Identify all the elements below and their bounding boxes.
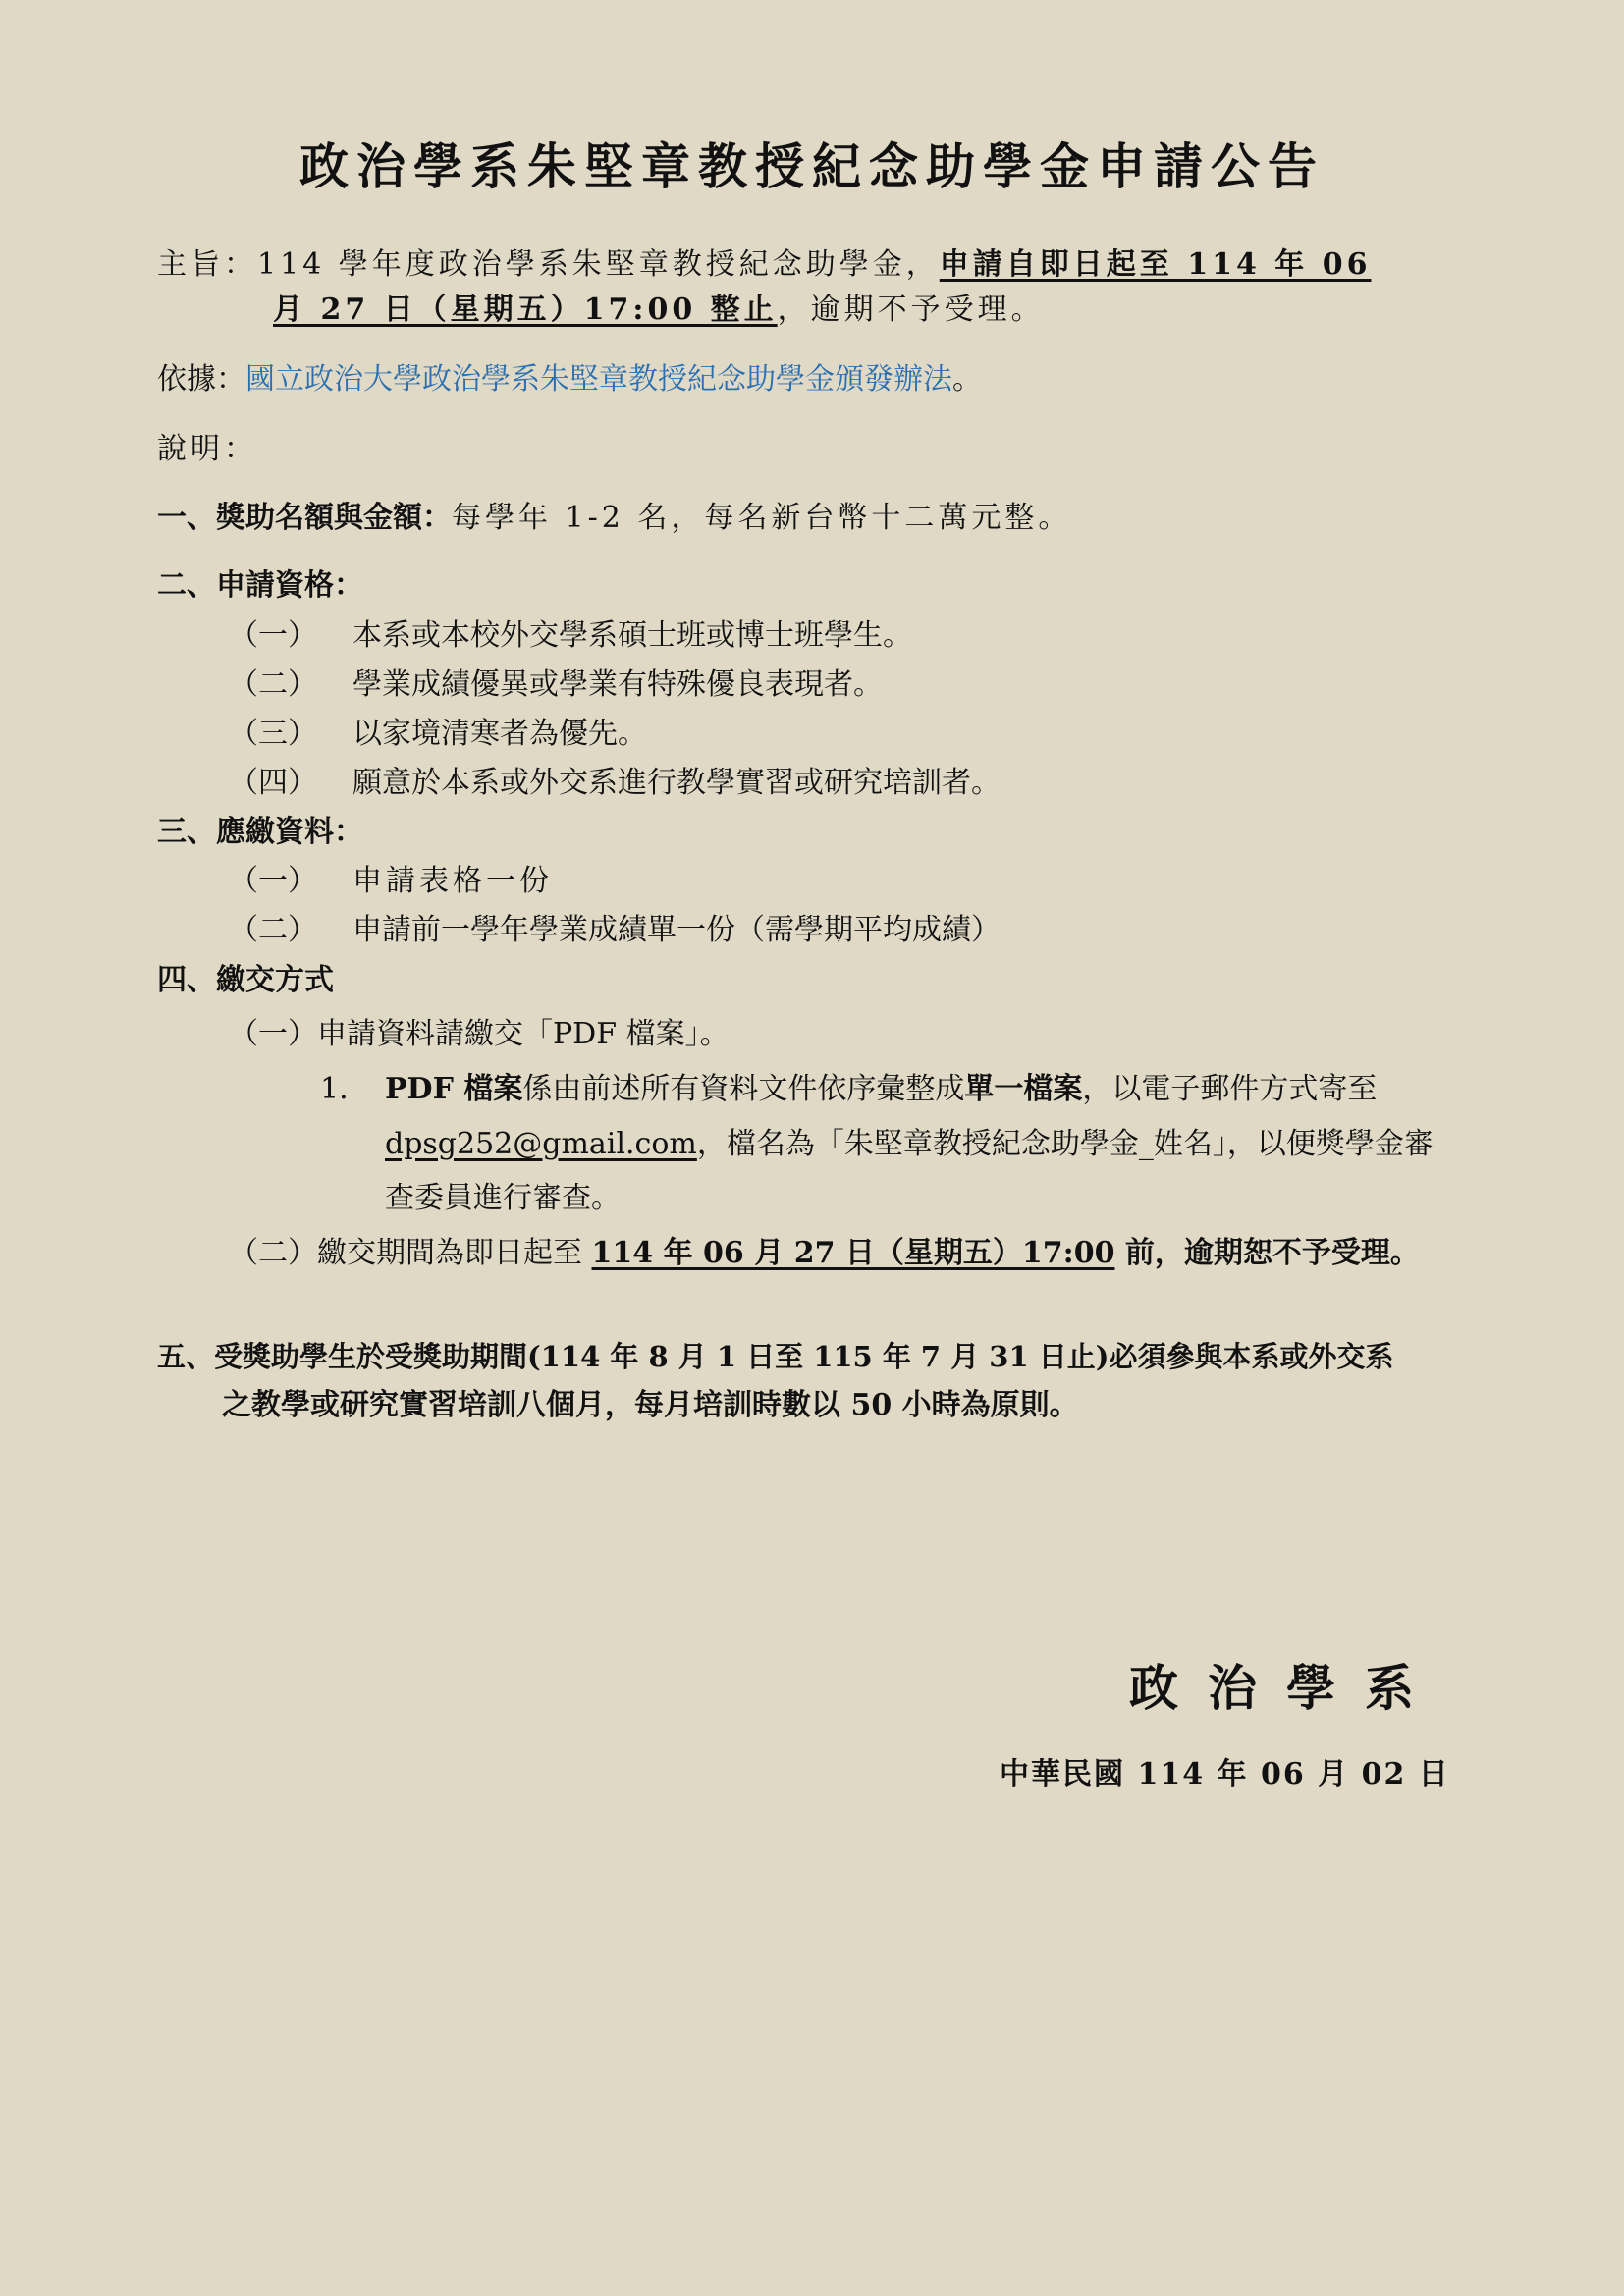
list-item	[229, 715, 647, 754]
subject-deadline-part1: 申請自即日起至 114 年 06	[939, 247, 1372, 282]
announcement-date: 中華民國 114 年 06 月 02 日	[1000, 1757, 1450, 1791]
department-signature: 政治學系	[1129, 1659, 1443, 1717]
subject-label: 主旨：	[157, 247, 257, 282]
item-number: （二）	[229, 667, 317, 702]
basis-line	[157, 360, 982, 400]
section-4-sub-number: 1.	[320, 1072, 349, 1106]
subject-deadline-part2: 月 27 日（星期五）17:00 整止	[273, 293, 778, 327]
subject-text-end: ，逾期不予受理。	[777, 293, 1045, 327]
item-number: （一）	[229, 864, 317, 898]
subject-line-2	[273, 291, 1045, 330]
list-item	[229, 764, 1001, 803]
subject-line-1	[157, 245, 1372, 285]
section-4-sub-line-2	[385, 1125, 1434, 1164]
list-item	[229, 911, 1001, 950]
section-5-line-1: 五、受獎助學生於受獎助期間(114 年 8 月 1 日至 115 年 7 月 31 日止)必須參與本系或外交系	[157, 1340, 1394, 1373]
section-4-item-2	[229, 1234, 1420, 1273]
page-title: 政治學系朱堅章教授紀念助學金申請公告	[299, 137, 1325, 195]
item-text: 本系或本校外交學系碩士班或博士班學生。	[352, 618, 912, 653]
section-3-heading: 三、應繳資料：	[157, 815, 363, 849]
section-4-item-1: （一）申請資料請繳交「PDF 檔案」。	[229, 1017, 730, 1051]
item-number: （二）	[229, 913, 317, 947]
item-text: 申請表格一份	[352, 864, 553, 898]
item-text: 申請前一學年學業成績單一份（需學期平均成績）	[352, 913, 1001, 947]
section-2-heading: 二、申請資格：	[157, 568, 363, 603]
list-item	[229, 616, 912, 656]
sub-text: ，以電子郵件方式寄至	[1082, 1072, 1378, 1106]
item-number: （三）	[229, 717, 317, 751]
explain-label: 說明：	[157, 432, 257, 466]
section-4-sub-line-1	[385, 1070, 1377, 1109]
item-2-suffix: 前，逾期恕不予受理。	[1114, 1236, 1420, 1270]
item-number: （四）	[229, 766, 317, 800]
sub-text: ，檔名為「朱堅章教授紀念助學金_姓名」，以便獎學金審	[696, 1127, 1434, 1161]
item-2-deadline: 114 年 06 月 27 日（星期五）17:00	[591, 1236, 1115, 1270]
section-4-heading: 四、繳交方式	[157, 963, 334, 997]
basis-label: 依據：	[157, 362, 245, 397]
regulation-link[interactable]: 國立政治大學政治學系朱堅章教授紀念助學金頒發辦法	[245, 362, 952, 397]
sub-text: 係由前述所有資料文件依序彙整成	[522, 1072, 965, 1106]
basis-end: 。	[952, 362, 982, 397]
list-item	[229, 862, 553, 901]
section-4-sub-line-3: 查委員進行審查。	[385, 1181, 621, 1215]
item-text: 以家境清寒者為優先。	[352, 717, 647, 751]
list-item	[229, 666, 883, 705]
pdf-file-term: PDF 檔案	[385, 1072, 523, 1106]
subject-text: 114 學年度政治學系朱堅章教授紀念助學金，	[257, 247, 940, 282]
item-text: 學業成績優異或學業有特殊優良表現者。	[352, 667, 883, 702]
section-1-heading: 一、獎助名額與金額：	[157, 501, 452, 535]
section-1	[157, 499, 1071, 538]
email-link[interactable]: dpsg252@gmail.com	[385, 1127, 697, 1161]
section-5-line-2: 之教學或研究實習培訓八個月，每月培訓時數以 50 小時為原則。	[222, 1388, 1079, 1422]
single-file-term: 單一檔案	[964, 1072, 1083, 1106]
section-1-text: 每學年 1-2 名，每名新台幣十二萬元整。	[452, 501, 1072, 535]
item-2-prefix: （二）繳交期間為即日起至	[229, 1236, 592, 1270]
item-text: 願意於本系或外交系進行教學實習或研究培訓者。	[352, 766, 1001, 800]
item-number: （一）	[229, 618, 317, 653]
